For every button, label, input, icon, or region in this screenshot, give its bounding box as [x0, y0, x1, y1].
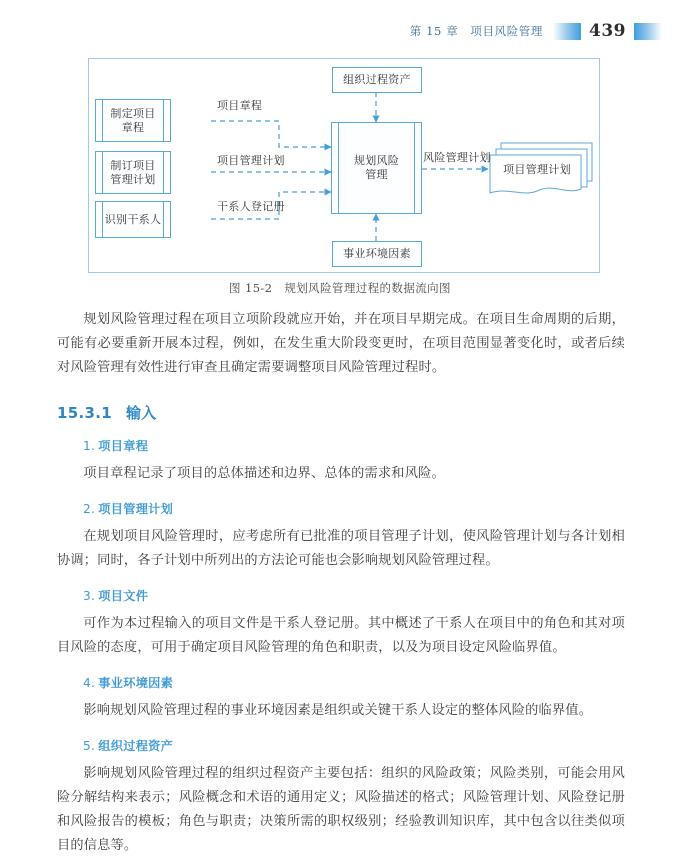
- subsection-3: [57, 587, 625, 660]
- process-box-develop-pm-plan: [95, 151, 171, 194]
- subsection-2-number: 2.: [83, 502, 96, 516]
- subsection-5-title: 组织过程资产: [98, 739, 174, 753]
- process-box-develop-pm-plan-label: [110, 159, 155, 187]
- flow-label-charter: 项目章程: [217, 99, 263, 112]
- subsection-3-heading: [83, 587, 625, 604]
- header-gradient-bar-right: [634, 23, 662, 40]
- process-box-identify-stakeholders-label: 识别干系人: [104, 212, 162, 226]
- pmplan-label-line2: 管理计划: [110, 172, 156, 186]
- header-gradient-bar-left: [553, 23, 581, 40]
- page-number: 439: [589, 21, 626, 41]
- subsection-1-text: 项目章程记录了项目的总体描述和边界、总体的需求和风险。: [83, 466, 445, 481]
- charter-label-line1: 制定项目: [110, 106, 156, 120]
- document-stack-pm-plan: [487, 137, 599, 199]
- running-head: [0, 18, 680, 44]
- figure-canvas: [89, 59, 599, 272]
- process-box-identify-stakeholders: [95, 201, 171, 238]
- figure-caption: 图 15-2 规划风险管理过程的数据流向图: [229, 281, 451, 295]
- figure-15-2: [88, 58, 600, 273]
- page-content: [57, 308, 625, 858]
- subsection-3-text: 可作为本过程输入的项目文件是干系人登记册。其中概述了干系人在项目中的角色和其对项目风险的态度，可用于确定项目风险管理的角色和职责，以及为项目设定风险临界值。: [57, 616, 625, 655]
- subsection-5: [57, 737, 625, 858]
- data-box-opa: [332, 67, 422, 93]
- subsection-1-heading: [83, 437, 625, 454]
- section-title: 输入: [125, 404, 157, 422]
- subsection-5-text: 影响规划风险管理过程的组织过程资产主要包括：组织的风险政策；风险类别，可能会用风险分解结构来表示；风险概念和术语的通用定义；风险描述的格式；风险管理计划、风险登记册和风险报告的模板；角色与职责；决策所需的职权级别；经验教训知识库，其中包含以往类似项目的信息等。: [57, 766, 625, 853]
- pmplan-label-line1: 制订项目: [110, 158, 156, 172]
- data-box-eef: [332, 241, 422, 267]
- subsection-4-heading: [83, 674, 625, 691]
- charter-label-line2: 章程: [121, 120, 145, 134]
- subsection-5-number: 5.: [83, 739, 96, 753]
- central-label-line1: 规划风险: [353, 154, 400, 168]
- subsection-4-title: 事业环境因素: [98, 676, 174, 690]
- section-heading-15-3-1: [57, 402, 625, 423]
- process-box-plan-risk-management-label: [354, 154, 399, 182]
- flow-label-stakeholder-register: 干系人登记册: [217, 200, 285, 213]
- data-box-opa-label: 组织过程资产: [343, 73, 411, 87]
- data-box-eef-label: 事业环境因素: [343, 247, 411, 261]
- process-box-develop-charter-label: [110, 107, 155, 135]
- intro-paragraph: 规划风险管理过程在项目立项阶段就应开始，并在项目早期完成。在项目生命周期的后期，可能有必要重新开展本过程，例如，在发生重大阶段变更时，在项目范围显著变化时，或者后续对风险管理有效性进行审查且确定需要调整项目风险管理过程时。: [57, 312, 625, 375]
- subsection-3-title: 项目文件: [98, 589, 149, 603]
- flow-label-risk-management-plan: 风险管理计划: [423, 151, 491, 164]
- subsection-2-heading: [83, 500, 625, 517]
- subsection-4-text: 影响规划风险管理过程的事业环境因素是组织或关键干系人设定的整体风险的临界值。: [83, 703, 593, 718]
- subsection-2-title: 项目管理计划: [98, 502, 174, 516]
- process-box-develop-charter: [95, 99, 171, 142]
- document-stack-label: 项目管理计划: [503, 163, 571, 176]
- subsection-2: [57, 500, 625, 573]
- subsection-3-number: 3.: [83, 589, 96, 603]
- flow-label-pm-plan: 项目管理计划: [217, 154, 285, 167]
- subsection-2-text: 在规划项目风险管理时，应考虑所有已批准的项目管理子计划，使风险管理计划与各计划相协调；同时，各子计划中所列出的方法论可能也会影响规划风险管理过程。: [57, 529, 625, 568]
- subsection-4: [57, 674, 625, 723]
- subsection-1-number: 1.: [83, 439, 96, 453]
- subsection-5-heading: [83, 737, 625, 754]
- process-box-plan-risk-management: [331, 122, 422, 214]
- central-label-line2: 管理: [365, 168, 388, 181]
- subsection-1: [57, 437, 625, 486]
- subsection-4-number: 4.: [83, 676, 96, 690]
- running-head-chapter: 第 15 章 项目风险管理: [409, 24, 543, 38]
- section-number: 15.3.1: [57, 404, 112, 422]
- subsection-1-title: 项目章程: [98, 439, 149, 453]
